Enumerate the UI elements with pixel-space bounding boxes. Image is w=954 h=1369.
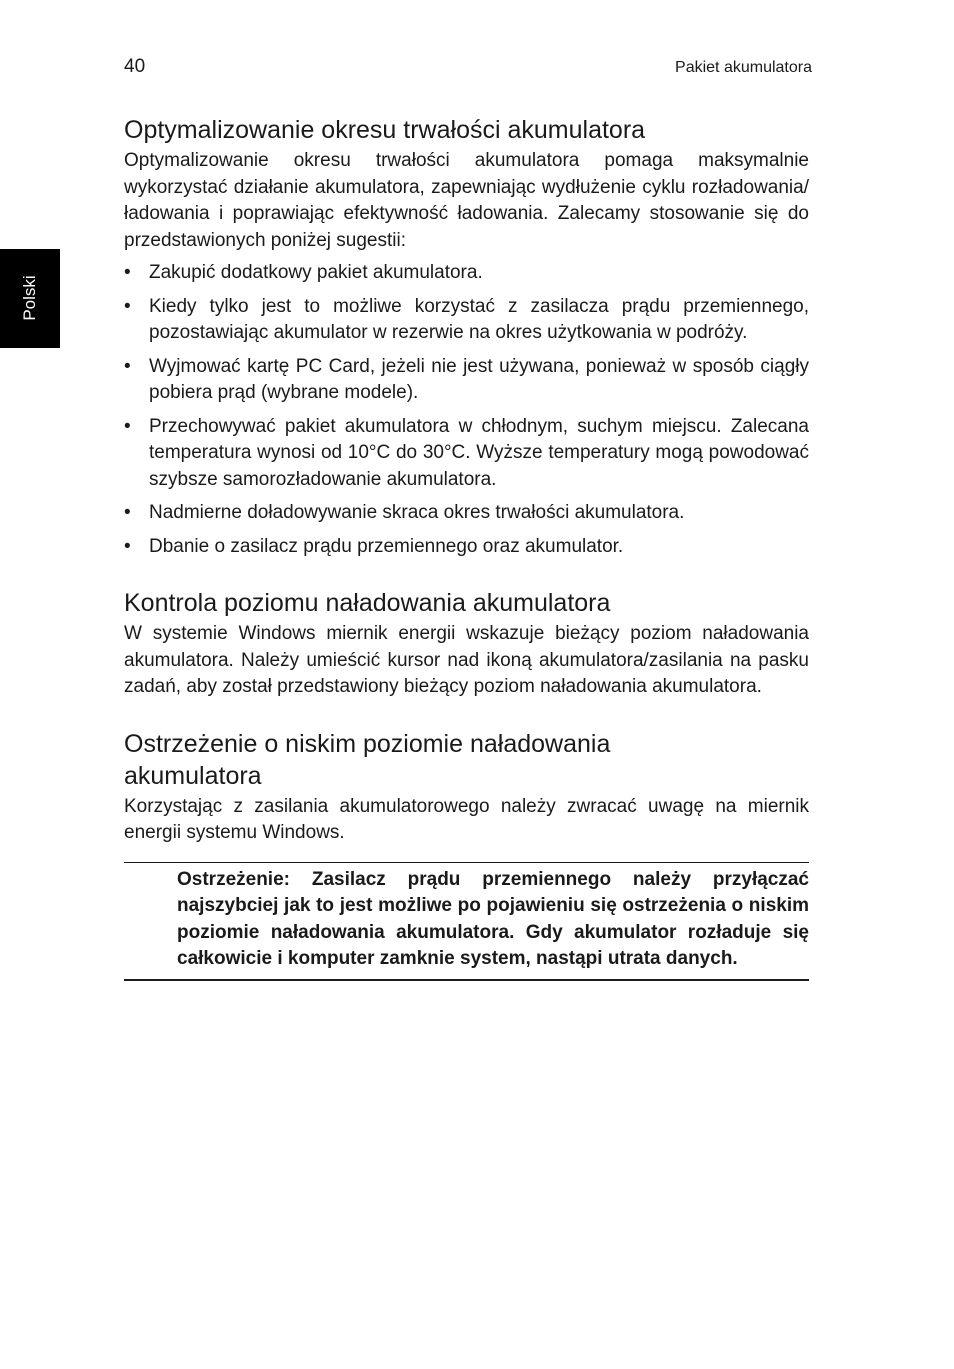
list-item — [124, 500, 809, 527]
tips-list — [124, 260, 809, 560]
list-item — [124, 294, 809, 347]
warning-text: Ostrzeżenie: Zasilacz prądu przemiennego należy przyłączać najszybciej jak to jest możliwe po pojawieniu się ostrzeżenia o niskim poziomie naładowania akumulatora. Gdy akumulator rozładuje się całkowicie i komputer zamknie system, nastąpi utrata danych. — [177, 868, 809, 969]
section-paragraph: W systemie Windows miernik energii wskazuje bieżący poziom naładowania akumulatora. Należy umieścić kursor nad ikoną akumulatora/zasilania na pasku zadań, aby został przedstawiony bieżący poziom naładowania akumulatora. — [124, 623, 809, 697]
list-item-text: Nadmierne doładowywanie skraca okres trwałości akumulatora. — [149, 502, 685, 523]
page-content — [124, 114, 809, 981]
section-heading: Ostrzeżenie o niskim poziomie naładowania akumulatora — [124, 729, 611, 790]
language-side-tab-label: Polski — [20, 275, 39, 321]
list-item — [124, 534, 809, 561]
bullet-icon: • — [124, 502, 131, 523]
list-item-text: Wyjmować kartę PC Card, jeżeli nie jest używana, ponieważ w sposób ciągły pobiera prąd (wybrane modele). — [149, 355, 809, 403]
bullet-icon: • — [124, 295, 131, 317]
list-item — [124, 260, 809, 287]
running-header: Pakiet akumulatora — [675, 59, 812, 76]
list-item-text: Kiedy tylko jest to możliwe korzystać z zasilacza prądu przemiennego, pozostawiając akumulator w rezerwie na okres użytkowania w podróży. — [149, 295, 809, 343]
list-item — [124, 354, 809, 407]
bullet-icon: • — [124, 262, 131, 283]
list-item-text: Zakupić dodatkowy pakiet akumulatora. — [149, 262, 483, 283]
bullet-icon: • — [124, 415, 131, 437]
language-side-tab — [0, 249, 60, 348]
list-item-text: Dbanie o zasilacz prądu przemiennego oraz akumulator. — [149, 535, 624, 557]
section-charge-level — [124, 587, 809, 701]
bullet-icon: • — [124, 535, 131, 557]
section-paragraph: Optymalizowanie okresu trwałości akumulatora pomaga maksymalnie wykorzystać działanie akumulatora, zapewniając wydłużenie cyklu rozładowania/ładowania i poprawiając efektywność ładowania. Zalecamy stosowanie się do przedstawionych poniżej sugestii: — [124, 150, 809, 251]
section-low-battery-warning — [124, 728, 809, 847]
page-number: 40 — [124, 56, 146, 77]
warning-note — [124, 862, 809, 981]
list-item-text: Przechowywać pakiet akumulatora w chłodnym, suchym miejscu. Zalecana temperatura wynosi od 10°C do 30°C. Wyższe temperatury mogą powodować szybsze samorozładowanie akumulatora. — [149, 415, 809, 490]
list-item — [124, 414, 809, 494]
bullet-icon: • — [124, 355, 131, 377]
section-heading: Optymalizowanie okresu trwałości akumulatora — [124, 116, 646, 144]
section-heading: Kontrola poziomu naładowania akumulatora — [124, 589, 611, 617]
section-battery-life — [124, 114, 809, 560]
section-paragraph: Korzystając z zasilania akumulatorowego należy zwracać uwagę na miernik energii systemu Windows. — [124, 795, 809, 843]
